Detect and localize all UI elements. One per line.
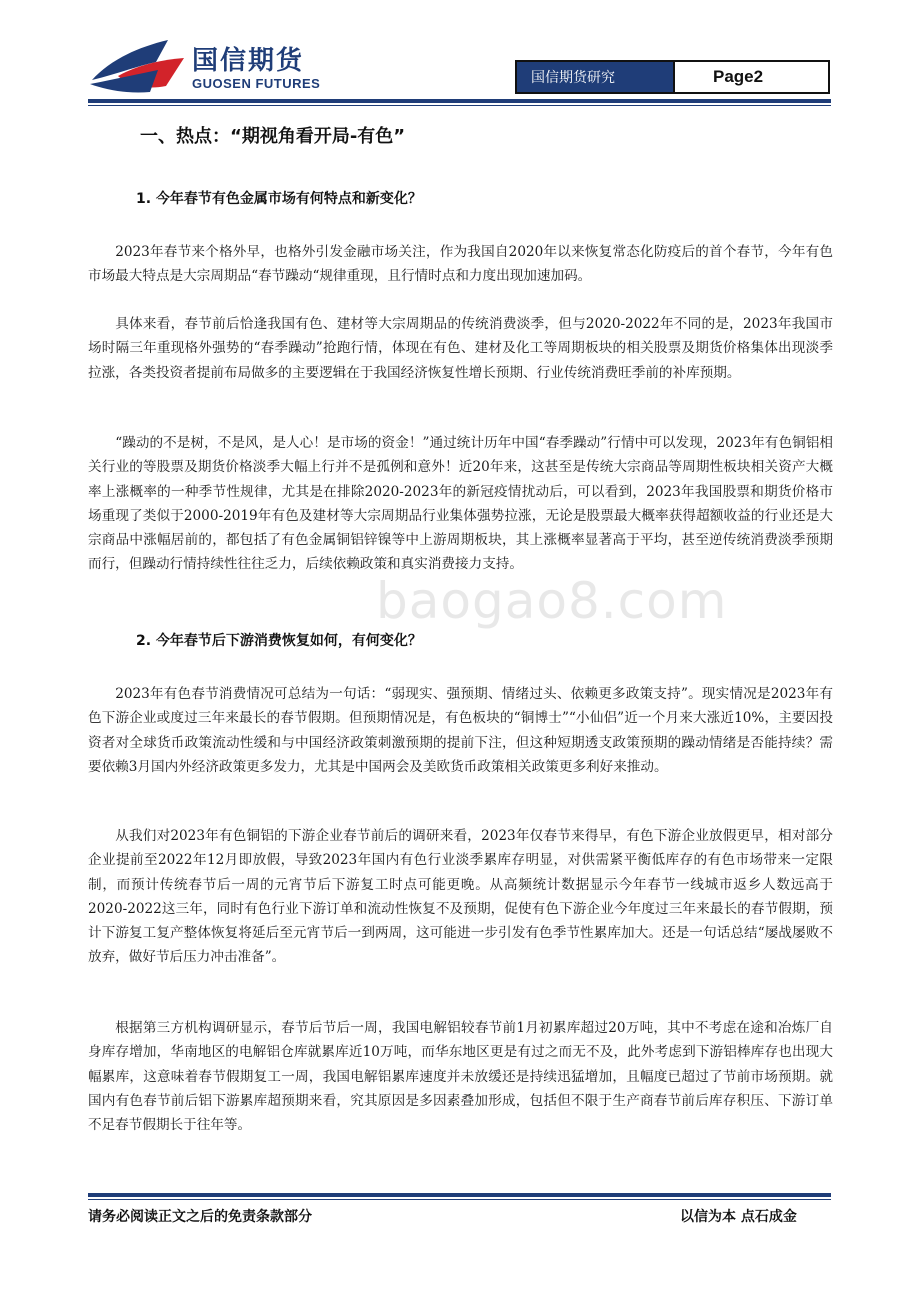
research-label: 国信期货研究 <box>531 70 615 86</box>
footer-disclaimer: 请务必阅读正文之后的免责条款部分 <box>88 1209 312 1225</box>
footer-divider-thin <box>88 1199 831 1200</box>
header-divider-thick <box>88 99 831 103</box>
brand-name-cn: 国信期货 <box>192 46 305 76</box>
q1-paragraph-1: 2023年春节来个格外早，也格外引发金融市场关注，作为我国自2020年以来恢复常态化防疫后的首个春节，今年有色市场最大特点是大宗周期品“春节躁动“规律重现，且行情时点和力度出现加速加码。 <box>88 244 833 285</box>
question-1-title: 1. 今年春节有色金属市场有何特点和新变化？ <box>136 191 422 207</box>
page-number-cell <box>675 62 828 92</box>
header-divider-thin <box>88 105 831 106</box>
footer-slogan: 以信为本 点石成金 <box>680 1209 797 1225</box>
q1-paragraph-2: 具体来看，春节前后恰逢我国有色、建材等大宗周期品的传统消费淡季，但与2020-2022年不同的是，2023年我国市场时隔三年重现格外强势的“春季躁动”抢跑行情，体现在有色、建材及化工等周期板块的相关股票及期货价格集体出现淡季拉涨，各类投资者提前布局做多的主要逻辑在于我国经济恢复性增长预期、行业传统消费旺季前的补库预期。 <box>88 316 833 381</box>
research-label-cell <box>517 62 675 92</box>
q2-paragraph-1: 2023年有色春节消费情况可总结为一句话：“弱现实、强预期、情绪过头、依赖更多政策支持”。现实情况是2023年有色下游企业或度过三年来最长的春节假期。但预期情况是，有色板块的“铜博士”“小仙侣”近一个月来大涨近10%，主要因投资者对全球货币政策流动性缓和与中国经济政策刺激预期的提前下注，但这种短期透支政策预期的躁动情绪是否能持续？需要依赖3月国内外经济政策更多发力，尤其是中国两会及美欧货币政策相关政策更多利好来推动。 <box>88 686 833 775</box>
footer-divider-thick <box>88 1193 831 1197</box>
question-2-title: 2. 今年春节后下游消费恢复如何，有何变化？ <box>136 633 422 649</box>
header-info-box <box>515 60 830 94</box>
watermark-text: baogao8.com <box>376 572 728 630</box>
brand-name-en: GUOSEN FUTURES <box>192 76 321 91</box>
q2-paragraph-3: 根据第三方机构调研显示，春节后节后一周，我国电解铝较春节前1月初累库超过20万吨，其中不考虑在途和冶炼厂自身库存增加，华南地区的电解铝仓库就累库近10万吨，而华东地区更是有过之而无不及，此外考虑到下游铝棒库存也出现大幅累库，这意味着春节假期复工一周，我国电解铝累库速度并未放缓还是持续迅猛增加，且幅度已超过了节前市场预期。就国内有色春节前后铝下游累库超预期来看，究其原因是多因素叠加形成，包括但不限于生产商春节前后库存积压、下游订单不足春节假期长于往年等。 <box>88 1020 833 1134</box>
page-header <box>0 0 920 110</box>
section-title: 一、热点：“期视角看开局-有色” <box>140 126 406 147</box>
guosen-logo-icon <box>88 36 188 94</box>
q2-paragraph-2: 从我们对2023年有色铜铝的下游企业春节前后的调研来看，2023年仅春节来得早，有色下游企业放假更早，相对部分企业提前至2022年12月即放假，导致2023年国内有色行业淡季累库存明显，对供需紧平衡低库存的有色市场带来一定限制，而预计传统春节后一周的元宵节后下游复工时点可能更晚。从高频统计数据显示今年春节一线城市返乡人数远高于2020-2022这三年，同时有色行业下游订单和流动性恢复不及预期，促使有色下游企业今年度过三年来最长的春节假期，预计下游复工复产整体恢复将延后至元宵节后一到两周，这可能进一步引发有色季节性累库加大。还是一句话总结“屡战屡败不放弃，做好节后压力冲击准备”。 <box>88 828 833 966</box>
page-number: Page2 <box>713 67 764 86</box>
q1-paragraph-3: “躁动的不是树，不是风，是人心！是市场的资金！”通过统计历年中国“春季躁动”行情中可以发现，2023年有色铜铝相关行业的等股票及期货价格淡季大幅上行并不是孤例和意外！近20年来，这甚至是传统大宗商品等周期性板块相关资产大概率上涨概率的一种季节性规律，尤其是在排除2020-2023年的新冠疫情扰动后，可以看到，2023年我国股票和期货价格市场重现了类似于2000-2019年有色及建材等大宗周期品行业集体强势拉涨，无论是股票最大概率获得超额收益的行业还是大宗商品中涨幅居前的，都包括了有色金属铜铝锌镍等中上游周期板块，其上涨概率显著高于平均，甚至逆传统消费淡季预期而行，但躁动行情持续性往往乏力，后续依赖政策和真实消费接力支持。 <box>88 435 833 573</box>
